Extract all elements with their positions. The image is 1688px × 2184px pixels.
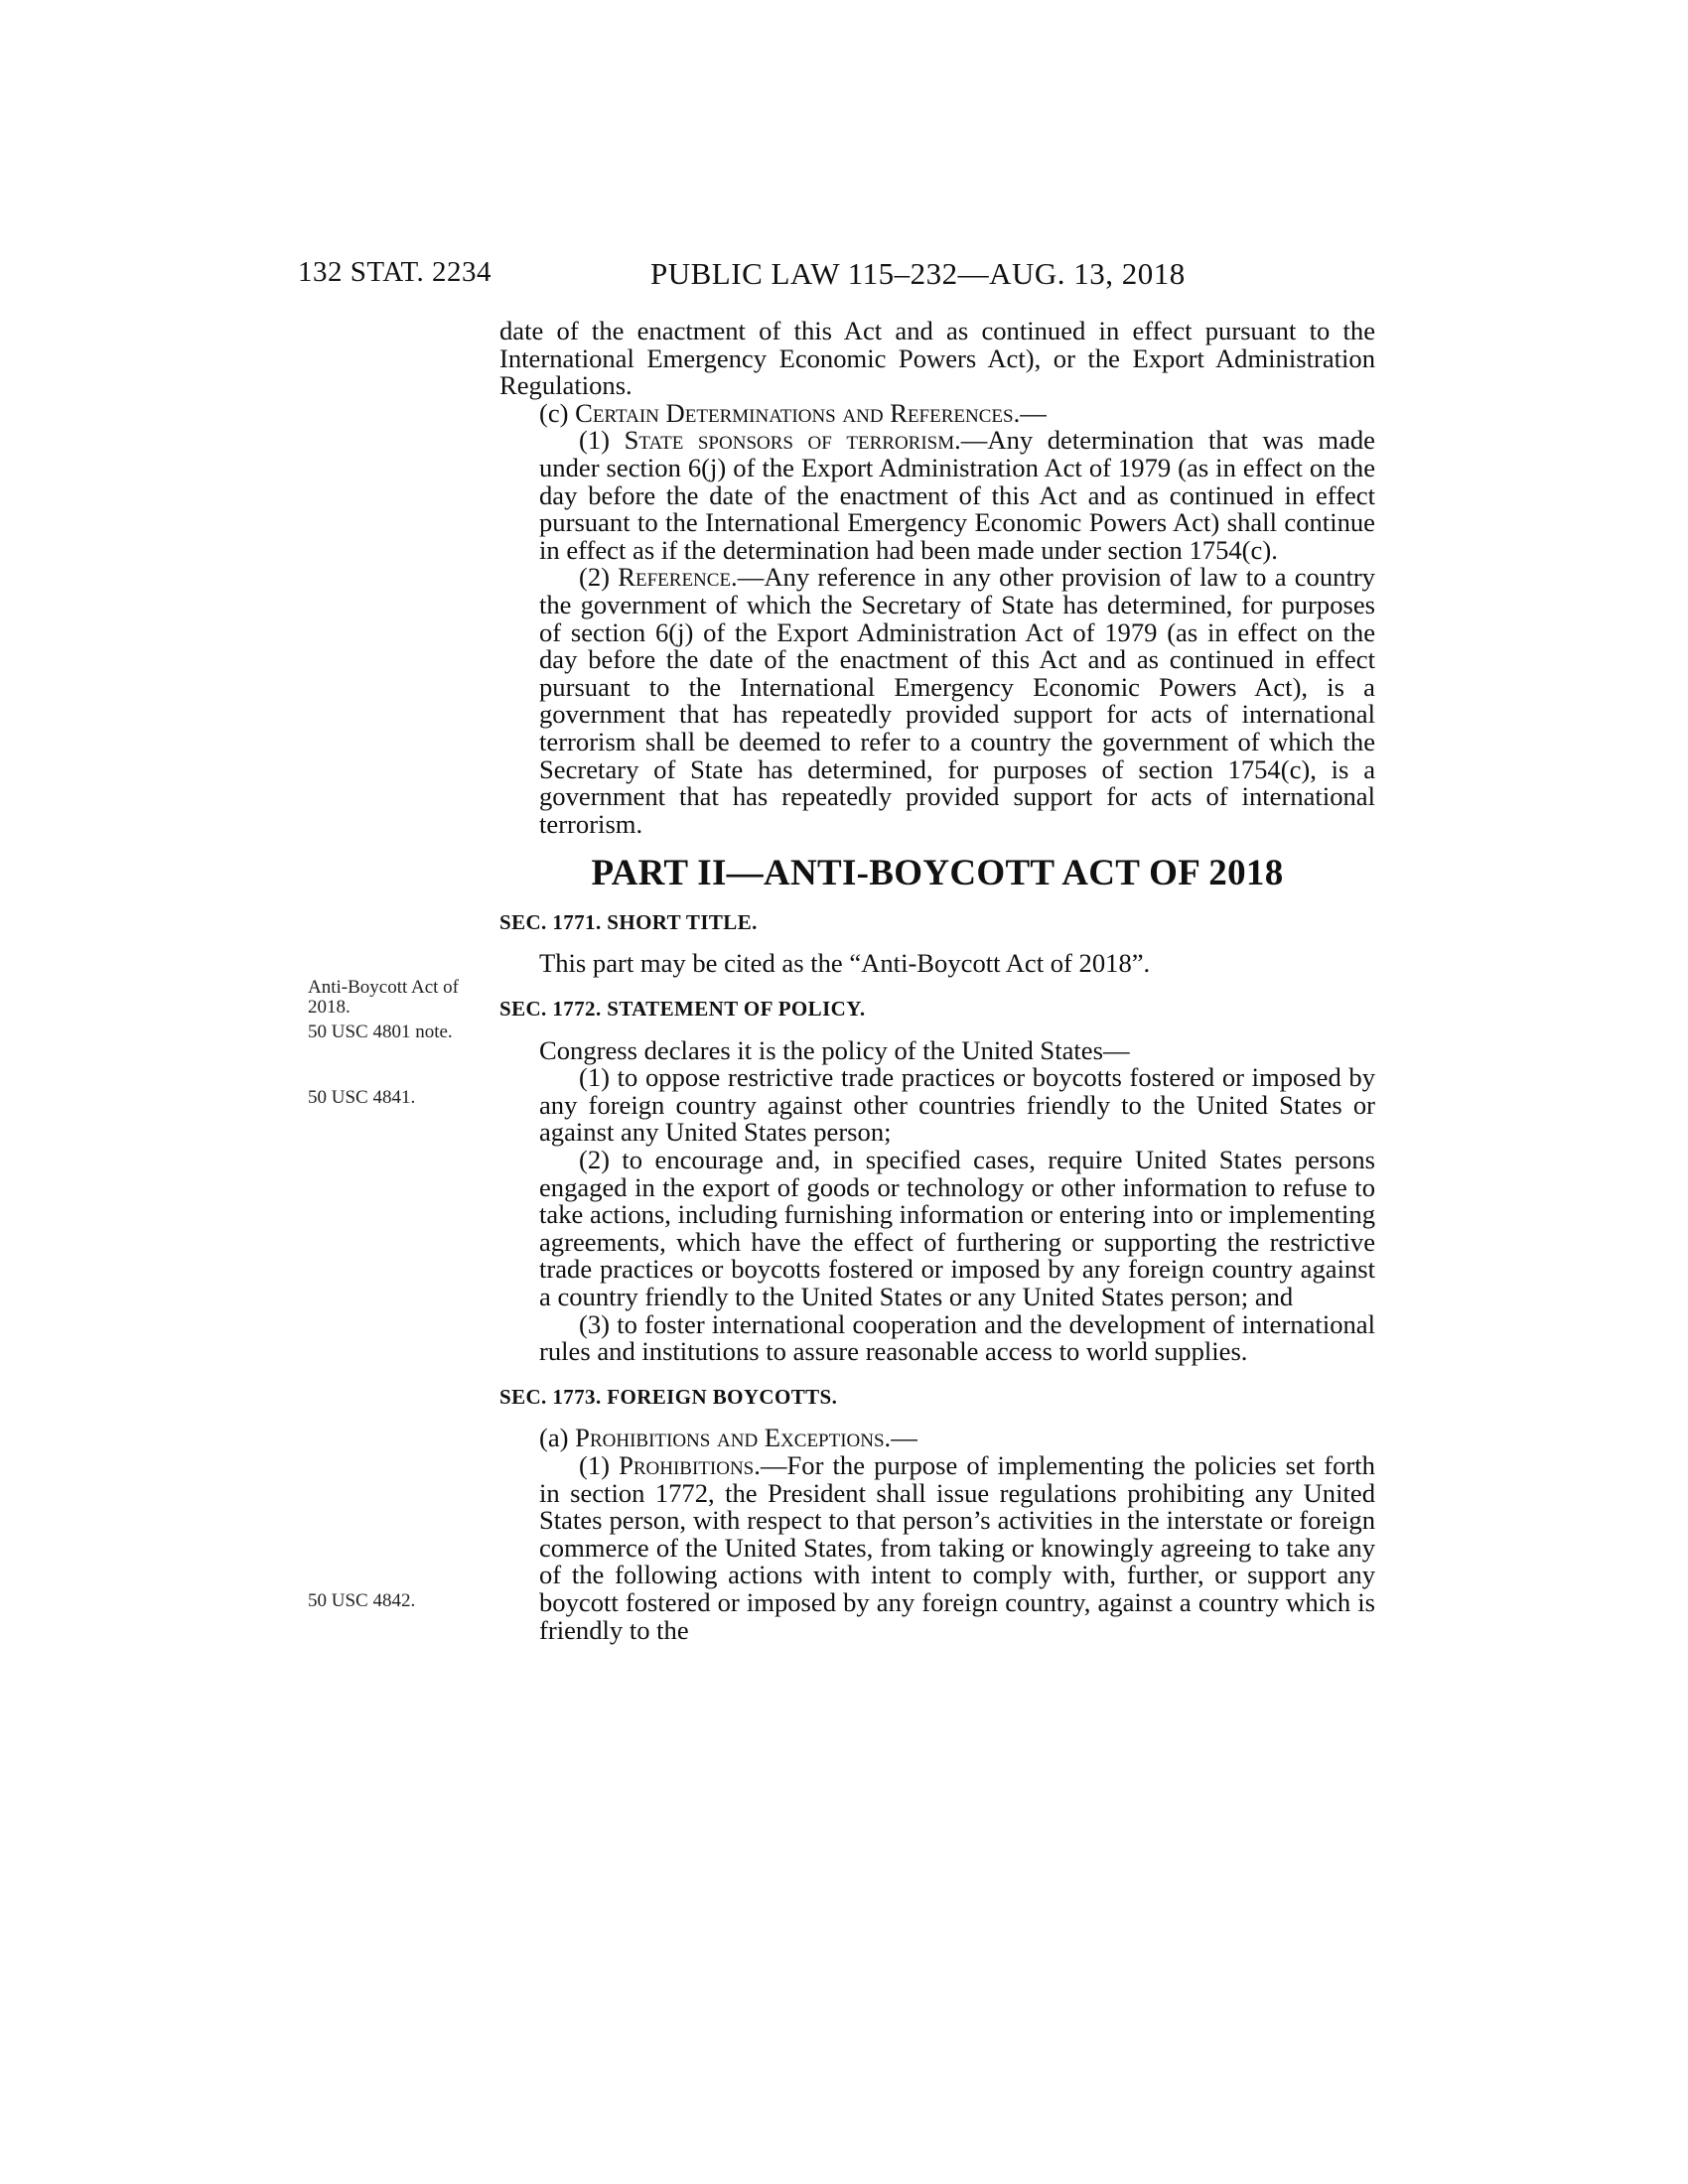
paragraph-c1-text: —Any determination that was made under section 6(j) of the Export Administration Act of 1979 (as in effect on the day before the date of the enactment of this Act and as continued in effect pursuant to the International Emergency Economic Powers Act) shall continue in effect as if the determination had been made under section 1754(c). xyxy=(539,425,1375,565)
side-note-anti-boycott-act: Anti-Boycott Act of 2018. xyxy=(308,977,459,1018)
side-note-usc-4841: 50 USC 4841. xyxy=(308,1087,416,1108)
sec-1772-item-3: (3) to foster international cooperation and the development of international rules and institutions to assure reasonable access to world supplies. xyxy=(539,1308,1375,1367)
paragraph-c1 xyxy=(499,427,1375,564)
sec-1771-heading: SEC. 1771. SHORT TITLE. xyxy=(499,909,758,934)
side-note-usc-4842: 50 USC 4842. xyxy=(308,1590,416,1611)
side-note-usc-4801: 50 USC 4801 note. xyxy=(308,1022,453,1042)
paragraph-c1-label: (1) xyxy=(579,425,625,456)
part-heading: PART II—ANTI-BOYCOTT ACT OF 2018 xyxy=(591,853,1284,894)
paragraph-c2 xyxy=(499,564,1375,838)
subsection-a-label: (a) xyxy=(539,1423,576,1453)
stat-citation: 132 STAT. 2234 xyxy=(298,256,492,288)
paragraph-c2-label: (2) xyxy=(579,562,619,593)
paragraph-a1-label: (1) xyxy=(579,1449,620,1480)
public-law-title: PUBLIC LAW 115–232—AUG. 13, 2018 xyxy=(650,256,1186,291)
paragraph-c2-text: —Any reference in any other provision of law to a country the government of which the Secretary of State has determined, for purposes of section 6(j) of the Export Administration Act of 1979 (as in effect on the day before the date of the enactment of this Act and as continued in effect pursuant to the International Emergency Economic Powers Act), is a government that has repeatedly provided support for acts of international terrorism shall be deemed to refer to a country the government of which the Secretary of State has determined, for purposes of section 1754(c), is a government that has repeatedly provided support for acts of international terrorism. xyxy=(539,562,1375,839)
paragraph-a1 xyxy=(499,1449,1375,1645)
subsection-a-heading: Prohibitions and Exceptions.— xyxy=(575,1423,917,1453)
paragraph-a1-heading: Prohibitions. xyxy=(619,1449,761,1480)
document-body xyxy=(499,318,1375,1644)
subsection-a xyxy=(499,1425,1375,1452)
paragraph-a1-text: —For the purpose of implementing the policies set forth in section 1772, the President shall issue regulations prohibiting any United States person, with respect to that person’s activities in the interstate or foreign commerce of the United States, from taking or knowingly agreeing to take any of the following actions with intent to comply with, further, or support any boycott fostered or imposed by any foreign country, against a country which is friendly to the xyxy=(539,1449,1375,1645)
sec-1772-intro: Congress declares it is the policy of the United States— xyxy=(539,1034,1130,1065)
page-header xyxy=(298,256,1390,300)
subsection-c-heading: Certain Determinations and References.— xyxy=(575,397,1047,428)
sec-1772-item-2: (2) to encourage and, in specified cases, require United States persons engaged in the export of goods or technology or other information to refuse to take actions, including furnishing information or entering into or implementing agreements, which have the effect of furthering or supporting the restrictive trade practices or boycotts fostered or imposed by any foreign country against a country friendly to the United States or any United States person; and xyxy=(539,1145,1375,1311)
paragraph-c1-heading: State sponsors of terrorism. xyxy=(624,425,961,456)
sec-1772-item-1: (1) to oppose restrictive trade practices or boycotts fostered or imposed by any foreign country against other countries friendly to the United States or against any United States person; xyxy=(539,1062,1375,1148)
subsection-c-label: (c) xyxy=(539,397,576,428)
sec-1772-heading: SEC. 1772. STATEMENT OF POLICY. xyxy=(499,997,866,1022)
subsection-c xyxy=(499,397,1375,428)
sec-1773-heading: SEC. 1773. FOREIGN BOYCOTTS. xyxy=(499,1384,838,1409)
continuation-paragraph: date of the enactment of this Act and as continued in effect pursuant to the International Emergency Economic Powers Act), or the Export Administration Regulations. xyxy=(499,316,1375,401)
paragraph-c2-heading: Reference. xyxy=(618,562,738,593)
sec-1771-text: This part may be cited as the “Anti-Boycott Act of 2018”. xyxy=(539,948,1151,979)
